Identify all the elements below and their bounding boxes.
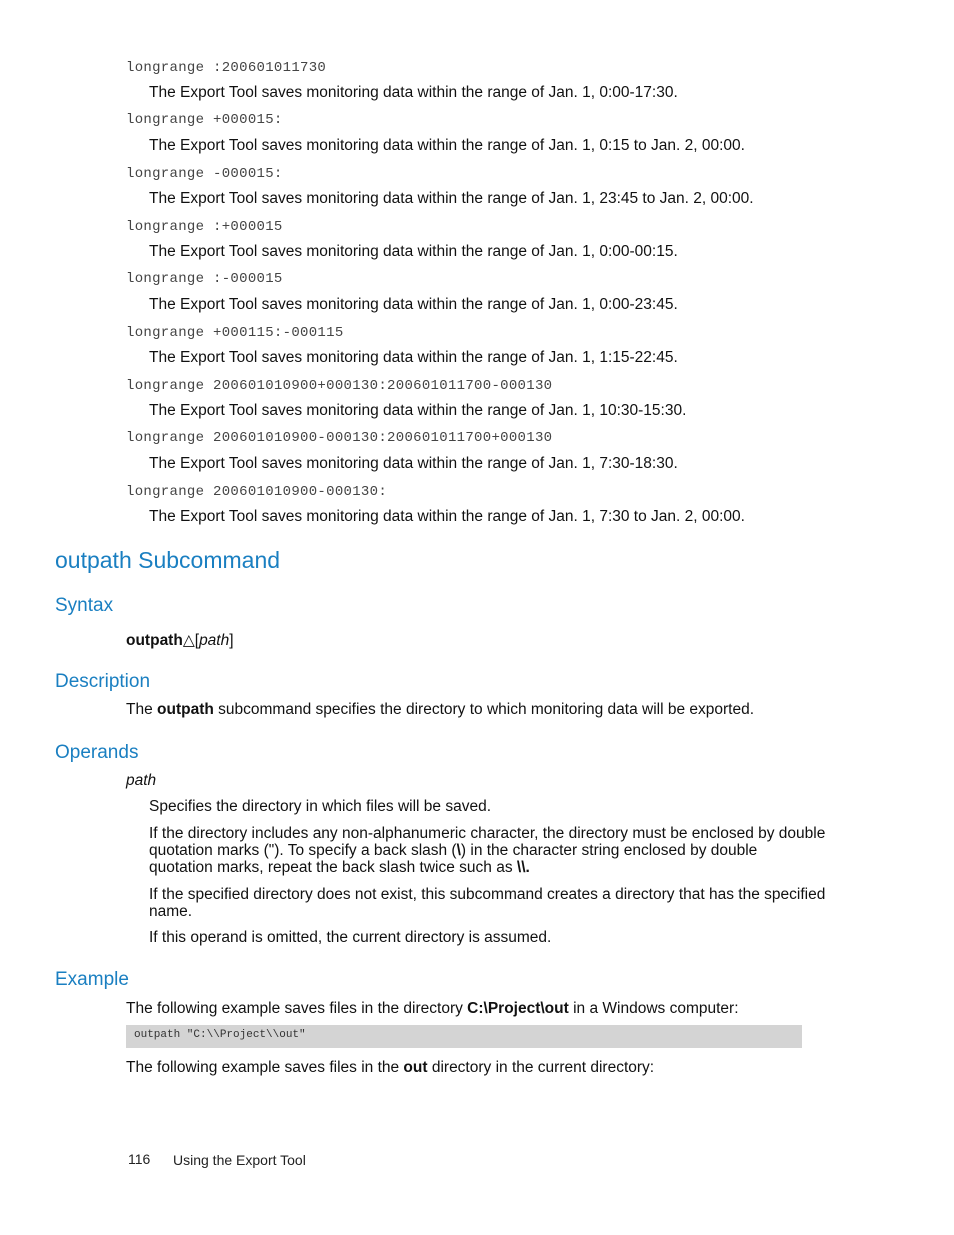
example-description-8: The Export Tool saves monitoring data within the range of Jan. 1, 7:30-18:30.	[149, 455, 678, 472]
example-command-9: longrange 200601010900-000130:	[126, 484, 388, 500]
example-intro-1-after: in a Windows computer:	[568, 1000, 739, 1017]
example-command-4: longrange :+000015	[126, 219, 283, 235]
description-text-after: subcommand specifies the directory to which monitoring data will be exported.	[213, 701, 755, 718]
example-intro-2-after: directory in the current directory:	[427, 1059, 655, 1076]
example-dir-bold: out	[403, 1059, 428, 1076]
operands-heading: Operands	[55, 742, 139, 763]
example-command-3: longrange -000015:	[126, 166, 283, 182]
description-bold: outpath	[157, 701, 214, 718]
example-description-1: The Export Tool saves monitoring data within the range of Jan. 1, 0:00-17:30.	[149, 84, 678, 101]
operand-name-text: path	[126, 772, 157, 789]
space-symbol: △	[182, 632, 195, 649]
example-command-7: longrange 200601010900+000130:200601011700-000130	[126, 378, 553, 394]
example-description-2: The Export Tool saves monitoring data within the range of Jan. 1, 0:15 to Jan. 2, 00:00.	[149, 137, 745, 154]
operand-para-2-line-3-a: quotation marks, repeat the back slash twice such as	[149, 859, 517, 876]
operand-para-2-line-1: If the directory includes any non-alphanumeric character, the directory must be enclosed by double	[149, 825, 826, 842]
example-command-2: longrange +000015:	[126, 112, 283, 128]
example-command-6: longrange +000115:-000115	[126, 325, 344, 341]
example-description-7: The Export Tool saves monitoring data within the range of Jan. 1, 10:30-15:30.	[149, 402, 687, 419]
example-description-6: The Export Tool saves monitoring data within the range of Jan. 1, 1:15-22:45.	[149, 349, 678, 366]
backslash-bold: \	[456, 842, 461, 859]
example-command-1: longrange :200601011730	[126, 60, 327, 76]
operand-para-2-line-2-b: ) in the character string enclosed by double	[460, 842, 758, 859]
example-heading: Example	[55, 969, 129, 990]
description-text-before: The	[126, 701, 158, 718]
footer-title: Using the Export Tool	[173, 1152, 306, 1168]
code-block	[126, 1025, 802, 1048]
operand-para-2-line-2-a: quotation marks ("). To specify a back slash (	[149, 842, 457, 859]
example-description-9: The Export Tool saves monitoring data within the range of Jan. 1, 7:30 to Jan. 2, 00:00.	[149, 508, 745, 525]
description-text	[126, 701, 754, 719]
syntax-heading: Syntax	[55, 595, 114, 616]
operand-para-2-line-3	[149, 859, 530, 877]
example-description-5: The Export Tool saves monitoring data within the range of Jan. 1, 0:00-23:45.	[149, 296, 678, 313]
operand-name	[126, 772, 156, 790]
operand-para-3-line-1: If the specified directory does not exist, this subcommand creates a directory that has the specified	[149, 886, 826, 903]
example-description-3: The Export Tool saves monitoring data within the range of Jan. 1, 23:45 to Jan. 2, 00:00.	[149, 190, 754, 207]
example-path-bold: C:\Project\out	[467, 1000, 569, 1017]
example-description-4: The Export Tool saves monitoring data within the range of Jan. 1, 0:00-00:15.	[149, 243, 678, 260]
operand-para-3-line-2: name.	[149, 903, 193, 920]
syntax-command: outpath	[126, 632, 183, 649]
operand-para-4: If this operand is omitted, the current directory is assumed.	[149, 929, 552, 946]
example-intro-1-before: The following example saves files in the directory	[126, 1000, 468, 1017]
section-title: outpath Subcommand	[55, 547, 281, 573]
description-heading: Description	[55, 671, 151, 692]
example-intro-2-before: The following example saves files in the	[126, 1059, 404, 1076]
page-number: 116	[128, 1151, 151, 1167]
syntax-param: path	[199, 632, 230, 649]
example-intro-2	[126, 1059, 654, 1077]
syntax-line	[126, 631, 234, 650]
open-bracket: [	[194, 632, 200, 649]
code-block-text: outpath "C:\\Project\\out"	[134, 1029, 306, 1041]
operand-para-2-line-2	[149, 842, 757, 860]
example-command-5: longrange :-000015	[126, 271, 283, 287]
double-backslash-bold: \\.	[516, 859, 530, 876]
close-bracket: ]	[229, 632, 234, 649]
operand-para-1: Specifies the directory in which files will be saved.	[149, 798, 492, 815]
example-command-8: longrange 200601010900-000130:200601011700+000130	[126, 430, 553, 446]
example-intro-1	[126, 1000, 739, 1018]
